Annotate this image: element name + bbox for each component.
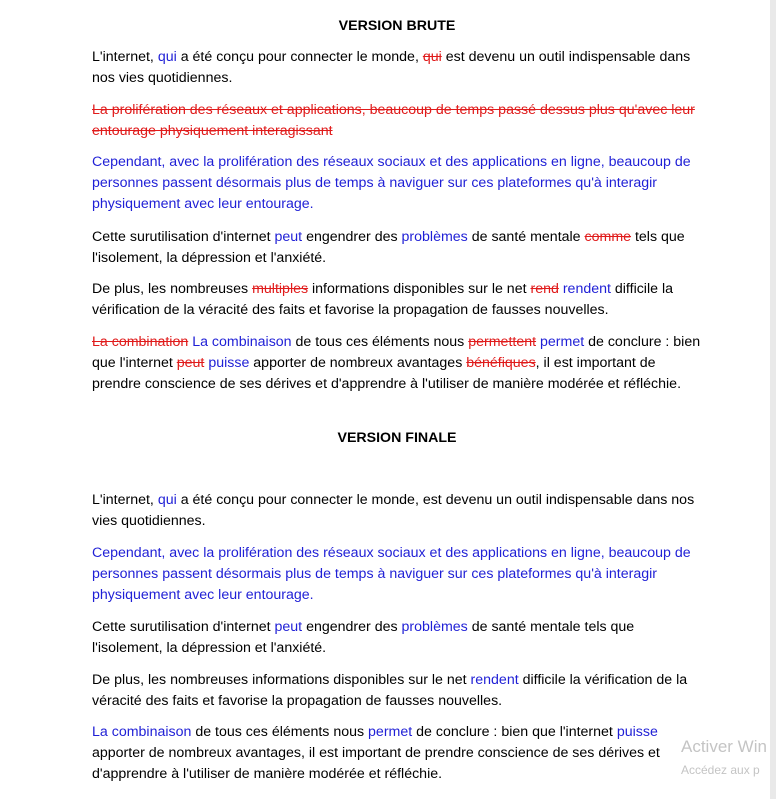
- brute-paragraph-5: De plus, les nombreuses multiples informations disponibles sur le net rend rendent difficile la vérification de la véracité des faits et favorise la propagation de fausses nouvelles.: [92, 281, 673, 318]
- heading-version-finale: VERSION FINALE: [337, 430, 457, 446]
- brute-paragraph-4: Cette surutilisation d'internet peut engendrer des problèmes de santé mentale comme tels que l'isolement, la dépression et l'anxiété.: [92, 229, 685, 266]
- finale-paragraph-1: L'internet, qui a été conçu pour connecter le monde, est devenu un outil indispensable dans nos vies quotidiennes.: [92, 492, 695, 529]
- brute-paragraph-1: L'internet, qui a été conçu pour connecter le monde, qui est devenu un outil indispensable dans nos vies quotidiennes.: [92, 49, 691, 86]
- activation-watermark-title: Activer Win: [681, 737, 767, 756]
- activation-watermark-subtitle: Accédez aux p: [681, 763, 760, 777]
- brute-paragraph-6: La combination La combinaison de tous ces éléments nous permettent permet de conclure : bien que l'internet peut puisse apporter de nombreux avantages bénéfiques, il est important de prendre conscience de ses dérives et d'apprendre à l'utiliser de manière modérée et réfléchie.: [92, 334, 701, 392]
- finale-paragraph-4: De plus, les nombreuses informations disponibles sur le net rendent difficile la vérification de la véracité des faits et favorise la propagation de fausses nouvelles.: [92, 672, 688, 709]
- brute-paragraph-2-deleted: La prolifération des réseaux et applications, beaucoup de temps passé dessus plus qu'avec leur entourage physiquement interagissant: [92, 102, 695, 139]
- finale-paragraph-5: La combinaison de tous ces éléments nous permet de conclure : bien que l'internet puisse apporter de nombreux avantages, il est important de prendre conscience de ses dérives et d'apprendre à l'utiliser de manière modérée et réfléchie.: [92, 724, 660, 782]
- brute-paragraph-3-inserted: Cependant, avec la prolifération des réseaux sociaux et des applications en ligne, beaucoup de personnes passent désormais plus de temps à naviguer sur ces plateformes qu'à interagir physiquement avec leur entourage.: [92, 154, 691, 212]
- finale-paragraph-3: Cette surutilisation d'internet peut engendrer des problèmes de santé mentale tels que l'isolement, la dépression et l'anxiété.: [92, 619, 635, 656]
- heading-version-brute: VERSION BRUTE: [338, 18, 456, 34]
- finale-paragraph-2: Cependant, avec la prolifération des réseaux sociaux et des applications en ligne, beaucoup de personnes passent désormais plus de temps à naviguer sur ces plateformes qu'à interagir physiquement avec leur entourage.: [92, 545, 691, 603]
- page-edge: [770, 0, 776, 799]
